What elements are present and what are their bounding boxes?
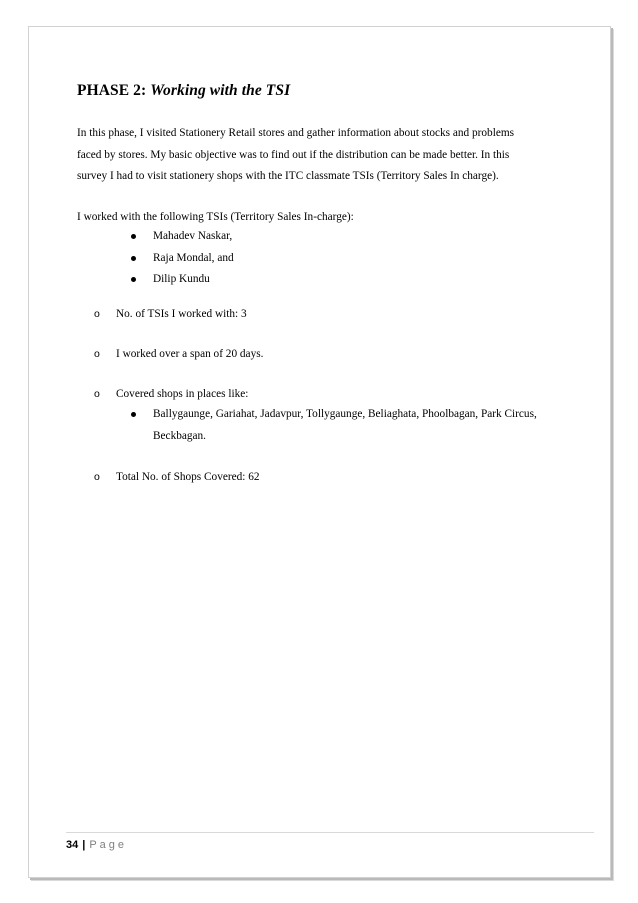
intro-paragraph — [77, 123, 567, 188]
places-line-2: Beckbagan. — [153, 429, 207, 442]
section-title — [77, 82, 290, 100]
bullet-icon — [131, 234, 136, 239]
places-list-item — [125, 404, 608, 447]
places-line-1: Ballygaunge, Gariahat, Jadavpur, Tollygaunge, Beliaghata, Phoolbagan, Park Circus, — [153, 408, 537, 420]
tsi-count-text: No. of TSIs I worked with: 3 — [116, 308, 247, 320]
section-title-prefix: PHASE 2: — [77, 82, 151, 99]
list-item — [125, 248, 234, 270]
section-title-subtitle: Working with the TSI — [150, 82, 291, 99]
tsi-name: Mahadev Naskar, — [153, 230, 233, 242]
tsi-list — [125, 226, 234, 291]
paragraph-line-2: faced by stores. My basic objective was to find out if the distribution can be made better. In this — [77, 148, 510, 161]
circle-bullet-icon: o — [94, 388, 100, 400]
bullet-icon — [131, 256, 136, 261]
circle-bullet-icon: o — [94, 348, 100, 360]
page-label: Page — [89, 839, 128, 851]
circle-bullet-icon: o — [94, 471, 100, 483]
document-page — [28, 26, 611, 878]
bullet-icon — [131, 412, 136, 417]
tsi-name: Raja Mondal, and — [153, 251, 234, 264]
footer-divider — [66, 832, 594, 833]
total-text: Total No. of Shops Covered: 62 — [116, 471, 260, 483]
tsi-intro-text: I worked with the following TSIs (Territory Sales In-charge): — [77, 211, 354, 223]
page-footer — [66, 839, 127, 851]
paragraph-line-3: survey I had to visit stationery shops with the ITC classmate TSIs (Territory Sales In charge). — [77, 170, 499, 182]
footer-separator: | — [82, 839, 86, 851]
tsi-name: Dilip Kundu — [153, 273, 210, 285]
page-number: 34 — [66, 839, 79, 851]
span-text: I worked over a span of 20 days. — [116, 348, 264, 360]
list-item — [125, 226, 234, 248]
covered-text: Covered shops in places like: — [116, 388, 249, 400]
paragraph-line-1: In this phase, I visited Stationery Retail stores and gather information about stocks and problems — [77, 127, 515, 139]
bullet-icon — [131, 277, 136, 282]
list-item — [125, 269, 234, 291]
circle-bullet-icon: o — [94, 308, 100, 320]
